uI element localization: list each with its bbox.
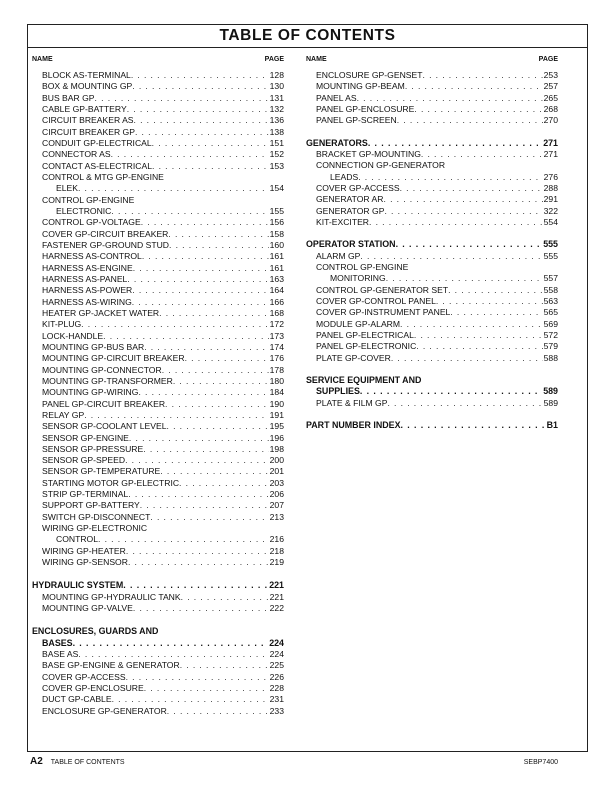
toc-entry: FASTENER GP-GROUND STUD . . . 160 (32, 240, 284, 251)
toc-entry: MOUNTING GP-TRANSFORMER . . . 180 (32, 376, 284, 387)
toc-entry: CONTACT AS-ELECTRICAL . . . 153 (32, 161, 284, 172)
toc-frame (27, 24, 588, 752)
section-hydraulic-system: HYDRAULIC SYSTEM . . . 221 (32, 580, 284, 591)
toc-entry: HARNESS AS-CONTROL . . . 161 (32, 251, 284, 262)
toc-entry: CIRCUIT BREAKER GP . . . 138 (32, 127, 284, 138)
section-service-equipment: SUPPLIES . . . 589 (306, 386, 558, 397)
toc-entry: COVER GP-ACCESS . . . 226 (32, 672, 284, 683)
toc-entry: MOUNTING GP-CIRCUIT BREAKER . . . 176 (32, 353, 284, 364)
toc-entry: HARNESS AS-WIRING . . . 166 (32, 297, 284, 308)
toc-entry: SENSOR GP-PRESSURE . . . 198 (32, 444, 284, 455)
toc-entry: SUPPORT GP-BATTERY . . . 207 (32, 500, 284, 511)
toc-entry: ALARM GP . . . 555 (306, 251, 558, 262)
toc-entry: COVER GP-INSTRUMENT PANEL . . . 565 (306, 307, 558, 318)
toc-entry: STARTING MOTOR GP-ELECTRIC . . . 203 (32, 478, 284, 489)
toc-column-right (306, 53, 558, 431)
toc-entry: COVER GP-CONTROL PANEL . . . 563 (306, 296, 558, 307)
toc-entry: COVER GP-ACCESS . . . 288 (306, 183, 558, 194)
toc-entry-wrap: WIRING GP-ELECTRONIC (42, 523, 148, 534)
toc-entry: SENSOR GP-TEMPERATURE . . . 201 (32, 466, 284, 477)
page-header: PAGE (264, 56, 284, 63)
toc-entry: SENSOR GP-SPEED . . . 200 (32, 455, 284, 466)
toc-entry: ELECTRONIC . . . 155 (32, 206, 284, 217)
toc-entry: LOCK-HANDLE . . . 173 (32, 331, 284, 342)
toc-entry: MOUNTING GP-VALVE . . . 222 (32, 603, 284, 614)
toc-entry: RELAY GP . . . 191 (32, 410, 284, 421)
toc-entry: LEADS . . . 276 (306, 172, 558, 183)
toc-entry: CABLE GP-BATTERY . . . 132 (32, 104, 284, 115)
toc-entry: PANEL AS . . . 265 (306, 93, 558, 104)
toc-entry-wrap: CONTROL GP-ENGINE (316, 261, 409, 272)
toc-entry: STRIP GP-TERMINAL . . . 206 (32, 489, 284, 500)
page-number: A2 (30, 756, 43, 767)
toc-entry: ENCLOSURE GP-GENERATOR . . . 233 (32, 706, 284, 717)
toc-entry: PANEL GP-CIRCUIT BREAKER . . . 190 (32, 399, 284, 410)
toc-entry: CONTROL GP-VOLTAGE . . . 156 (32, 217, 284, 228)
toc-entry: SENSOR GP-ENGINE . . . 196 (32, 433, 284, 444)
toc-entry: COVER GP-ENCLOSURE . . . 228 (32, 683, 284, 694)
toc-entry: PANEL GP-SCREEN . . . 270 (306, 115, 558, 126)
toc-entry: GENERATOR GP . . . 322 (306, 206, 558, 217)
toc-entry: CONTROL GP-GENERATOR SET . . . 558 (306, 285, 558, 296)
toc-entry: MODULE GP-ALARM . . . 569 (306, 319, 558, 330)
toc-entry: PLATE GP-COVER . . . 588 (306, 353, 558, 364)
toc-entry: HARNESS AS-POWER . . . 164 (32, 285, 284, 296)
toc-entry: CIRCUIT BREAKER AS . . . 136 (32, 115, 284, 126)
toc-entry: PANEL GP-ELECTRONIC . . . 579 (306, 341, 558, 352)
section-enclosures-title: ENCLOSURES, GUARDS AND (32, 626, 159, 637)
toc-entry: MOUNTING GP-HYDRAULIC TANK . . . 221 (32, 592, 284, 603)
toc-entry: MOUNTING GP-BEAM . . . 257 (306, 81, 558, 92)
toc-entry: BRACKET GP-MOUNTING . . . 271 (306, 149, 558, 160)
section-service-title: SERVICE EQUIPMENT AND (306, 374, 422, 385)
toc-entry: SENSOR GP-COOLANT LEVEL . . . 195 (32, 421, 284, 432)
toc-entry-wrap: CONNECTION GP-GENERATOR (316, 160, 446, 171)
footer-left (30, 756, 125, 767)
toc-entry: WIRING GP-HEATER . . . 218 (32, 546, 284, 557)
toc-entry: GENERATOR AR . . . 291 (306, 194, 558, 205)
toc-entry: PLATE & FILM GP . . . 589 (306, 398, 558, 409)
toc-entry: BUS BAR GP . . . 131 (32, 93, 284, 104)
toc-entry: ENCLOSURE GP-GENSET . . . 253 (306, 70, 558, 81)
toc-entry: CONNECTOR AS . . . 152 (32, 149, 284, 160)
toc-entry: SWITCH GP-DISCONNECT . . . 213 (32, 512, 284, 523)
toc-entry-wrap: CONTROL GP-ENGINE (42, 194, 135, 205)
toc-entry: PANEL GP-ENCLOSURE . . . 268 (306, 104, 558, 115)
toc-entry: KIT-PLUG . . . 172 (32, 319, 284, 330)
toc-entry: DUCT GP-CABLE . . . 231 (32, 694, 284, 705)
section-generators: GENERATORS . . . 271 (306, 138, 558, 149)
toc-entry: MONITORING . . . 557 (306, 273, 558, 284)
toc-entry: COVER GP-CIRCUIT BREAKER . . . 158 (32, 229, 284, 240)
toc-column-left (32, 53, 284, 717)
section-part-number-index: PART NUMBER INDEX . . . B1 (306, 420, 558, 431)
toc-entry-wrap: CONTROL & MTG GP-ENGINE (42, 171, 164, 182)
toc-entry: MOUNTING GP-WIRING . . . 184 (32, 387, 284, 398)
toc-entry: HARNESS AS-PANEL . . . 163 (32, 274, 284, 285)
toc-entry: MOUNTING GP-CONNECTOR . . . 178 (32, 365, 284, 376)
section-enclosures: BASES . . . 224 (32, 638, 284, 649)
toc-entry: BASE GP-ENGINE & GENERATOR . . . 225 (32, 660, 284, 671)
toc-entry: HEATER GP-JACKET WATER . . . 168 (32, 308, 284, 319)
column-header (32, 53, 284, 70)
doc-id: SEBP7400 (523, 759, 558, 766)
toc-entry: BLOCK AS-TERMINAL . . . 128 (32, 70, 284, 81)
toc-entry: WIRING GP-SENSOR . . . 219 (32, 557, 284, 568)
column-header (306, 53, 558, 70)
page-header: PAGE (538, 56, 558, 63)
footer-section: TABLE OF CONTENTS (50, 759, 125, 766)
page-title: TABLE OF CONTENTS (28, 25, 587, 48)
section-operator-station: OPERATOR STATION . . . 555 (306, 239, 558, 250)
toc-entry: MOUNTING GP-BUS BAR . . . 174 (32, 342, 284, 353)
name-header: NAME (306, 56, 327, 63)
toc-entry: HARNESS AS-ENGINE . . . 161 (32, 263, 284, 274)
page-footer (30, 756, 558, 767)
name-header: NAME (32, 56, 53, 63)
toc-entry: ELEK . . . 154 (32, 183, 284, 194)
toc-entry: BOX & MOUNTING GP . . . 130 (32, 81, 284, 92)
toc-entry: BASE AS . . . 224 (32, 649, 284, 660)
toc-entry: PANEL GP-ELECTRICAL . . . 572 (306, 330, 558, 341)
toc-entry: KIT-EXCITER . . . 554 (306, 217, 558, 228)
toc-entry: CONDUIT GP-ELECTRICAL . . . 151 (32, 138, 284, 149)
toc-entry: CONTROL . . . 216 (32, 534, 284, 545)
